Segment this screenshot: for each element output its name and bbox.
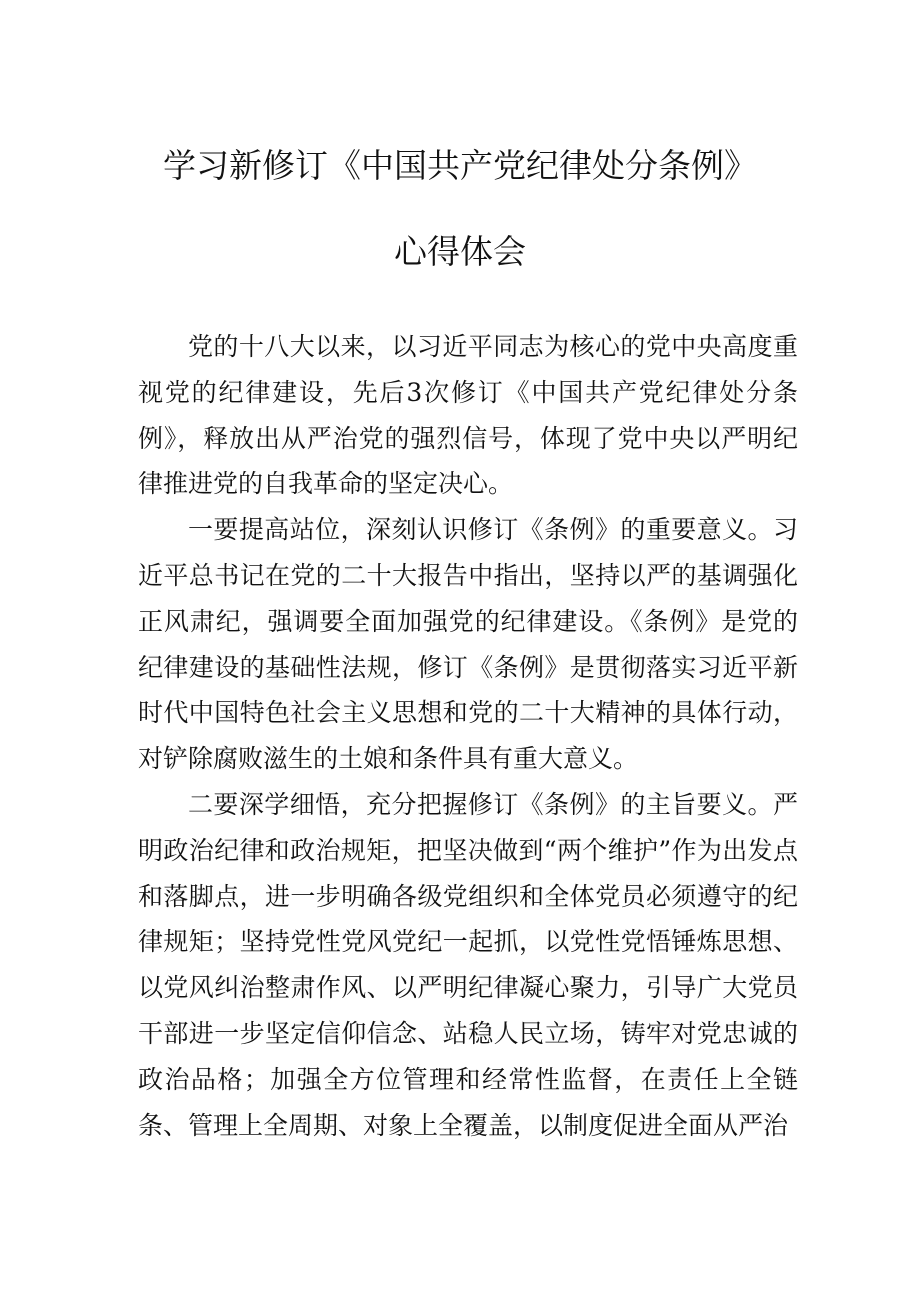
paragraph-point-one: 一要提高站位，深刻认识修订《条例》的重要意义。习近平总书记在党的二十大报告中指出，坚持以严的基调强化正风肃纪，强调要全面加强党的纪律建设。《条例》是党的纪律建设的基础性法规，修订《条例》是贯彻落实习近平新时代中国特色社会主义思想和党的二十大精神的具体行动，对铲除腐败滋生的土娘和条件具有重大意义。: [138, 515, 798, 774]
document-subtitle: 心得体会: [394, 232, 526, 271]
document-title: 学习新修订《中国共产党纪律处分条例》: [163, 146, 757, 185]
paragraph-intro: 党的十八大以来，以习近平同志为核心的党中央高度重视党的纪律建设，先后3次修订《中国共产党纪律处分条例》，释放出从严治党的强烈信号，体现了党中央以严明纪律推进党的自我革命的坚定决心。: [138, 332, 798, 499]
paragraph-point-two: 二要深学细悟，充分把握修订《条例》的主旨要义。严明政治纪律和政治规矩，把坚决做到“两个维护”作为出发点和落脚点，进一步明确各级党组织和全体党员必须遵守的纪律规矩；坚持党性党风党纪一起抓，以党性党悟锤炼思想、以党风纠治整肃作风、以严明纪律凝心聚力，引导广大党员干部进一步坚定信仰信念、站稳人民立场，铸牢对党忠诚的政治品格；加强全方位管理和经常性监督，在责任上全链条、管理上全周期、对象上全覆盖，以制度促进全面从严治: [138, 789, 798, 1140]
document-body: [138, 324, 798, 1148]
